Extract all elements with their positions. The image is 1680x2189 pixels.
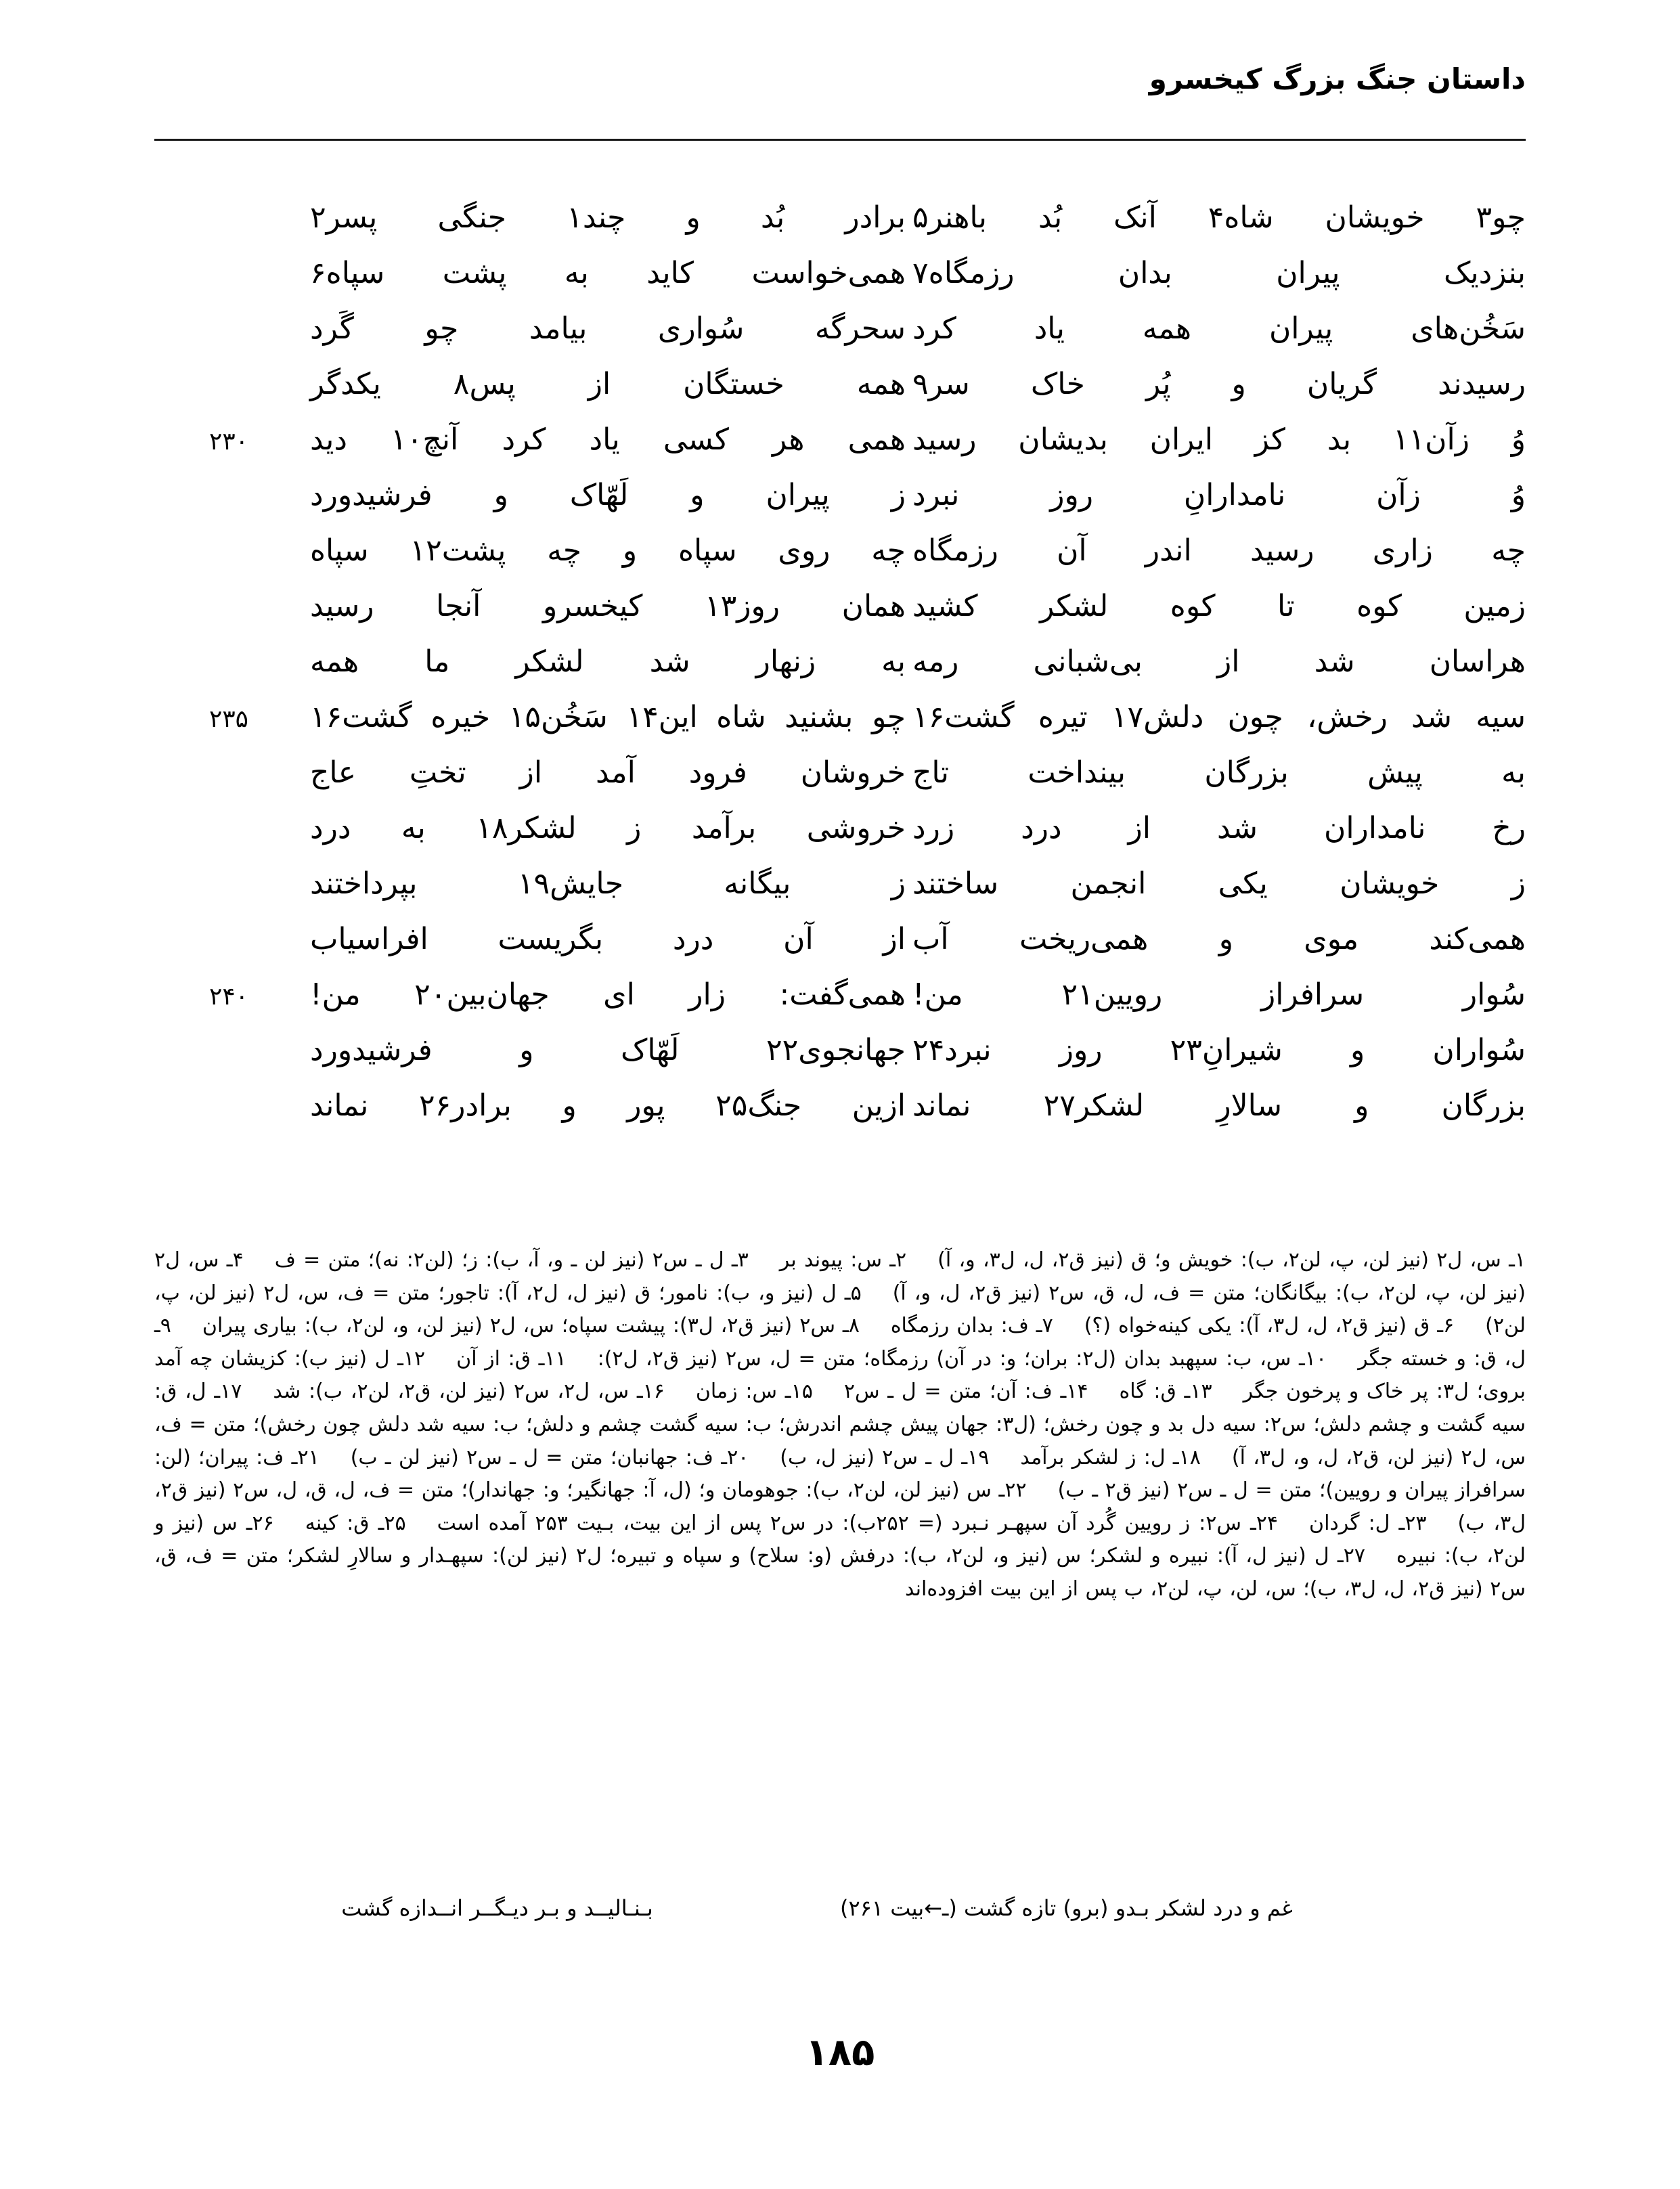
apparatus-note: ۱۲ـ ل (نیز ب): کزیشان چه آمد بروی؛ ل۳: پر خاک و پرخون جگر [154,1346,1526,1404]
hemistich-left [906,700,1526,734]
hemistich-right-text: ازین جنگ۲۵ پور و برادر۲۶ نماند [310,1088,906,1123]
hemistich-left [906,589,1526,623]
apparatus-note: ۶ـ ق (نیز ق۲، ل، ل۳، آ): یکی کینه‌خواه (؟) [1084,1314,1455,1338]
hemistich-left [906,478,1526,512]
verse-row [154,256,1526,314]
apparatus-note: ۱۵ـ س: زمان [695,1379,813,1404]
hemistich-left-text: چه زاری رسید اندر آن رزمگاه [912,533,1526,568]
hemistich-right [286,1033,906,1067]
hemistich-right-text: چه روی سپاه و چه پشت۱۲ سپاه [310,533,906,568]
hemistich-right [286,700,906,734]
hemistich-left-text: سیه شد رخش، چون دلش۱۷ تیره گشت۱۶ [912,700,1526,734]
hemistich-left [906,367,1526,401]
verse-row [154,644,1526,703]
hemistich-left [906,922,1526,956]
apparatus-note: ۹ـ ل، ق: و خسته جگر [154,1314,1526,1371]
hemistich-left-text: همی‌کند موی و همی‌ریخت آب [912,922,1526,956]
hemistich-left [906,1088,1526,1123]
hemistich-left [906,866,1526,901]
hemistich-right-text: به زنهار شد لشکر ما همه [310,644,906,679]
verse-row [154,311,1526,370]
hemistich-left-text: وُ زآن۱۱ بد کز ایران بدیشان رسید [912,422,1526,457]
hemistich-right [286,866,906,901]
hemistich-left [906,644,1526,679]
running-head: داستان جنگ بزرگ کیخسرو [1149,62,1526,95]
hemistich-right [286,1088,906,1123]
hemistich-left [906,200,1526,235]
hemistich-right-text: چو بشنید شاه این۱۴ سَخُن۱۵ خیره گشت۱۶ [310,700,906,734]
hemistich-left [906,755,1526,790]
hemistich-right [286,311,906,346]
folio-number: ۱۸۵ [805,2031,875,2075]
apparatus-note: ۲۵ـ ق: کینه [305,1511,406,1535]
hemistich-right [286,644,906,679]
hemistich-right-text: سحرگه سُواری بیامد چو گَرد [310,311,906,346]
hemistich-right-text: همان روز۱۳ کیخسرو آنجا رسید [310,589,906,623]
hemistich-left [906,977,1526,1012]
verse-row [154,533,1526,592]
verse-row [154,478,1526,536]
apparatus-note: ۱۸ـ ل: ز لشکر برآمد [1020,1445,1201,1469]
apparatus-note: ۴ـ س، ل۲ (نیز لن، پ، لن۲، ب): بیگانگان؛ متن = ف، ل، ق، س۲ (نیز ق۲، ل، و، آ) [154,1248,1526,1305]
line-number: ۲۳۵ [208,705,248,733]
apparatus-note: ۲۳ـ ل: گردان [1309,1511,1427,1535]
hemistich-left-text: رسیدند گریان و پُر خاک سر۹ [912,367,1526,401]
hemistich-right-text: همه خستگان از پس۸ یکدگر [310,367,906,401]
verse-row [154,422,1526,481]
apparatus-note: ۱۴ـ ف: آن؛ متن = ل ـ س۲ [843,1379,1088,1404]
verse-row [154,866,1526,925]
verse-block [154,200,1526,1147]
header-rule [154,139,1526,141]
apparatus-note: ۲۲ـ س (نیز لن، لن۲، ب): جوهومان و؛ (ل، آ: جهانگیر؛ و: جهاندار)؛ متن = ف، ل، ق، ل، س۲ (نیز ق۲، ل۳، ب) [154,1478,1526,1535]
line-number: ۲۳۰ [208,428,248,456]
apparatus-note: ۵ـ ل (نیز و، ب): نامور؛ ق (نیز ل، ل۲، آ): تاجور؛ متن = ف، س، ل۲ (نیز لن، پ، لن۲) [154,1281,1526,1338]
hemistich-right [286,200,906,235]
hemistich-left-text: سُوار سرافراز رویین۲۱ من! [912,977,1526,1012]
hemistich-left-text: سَخُن‌های پیران همه یاد کرد [912,311,1526,346]
verse-row [154,755,1526,814]
hemistich-left-text: هراسان شد از بی‌شبانی رمه [912,644,1526,679]
apparatus-note: ۲۶ـ س (نیز و لن۲، ب): نبیره [154,1511,1526,1568]
hemistich-right [286,589,906,623]
hemistich-left [906,811,1526,845]
hemistich-right-text: همی‌گفت: زار ای جهان‌بین۲۰ من! [310,977,906,1012]
hemistich-left-text: سُواران و شیرانِ۲۳ روز نبرد۲۴ [912,1033,1526,1067]
apparatus-note: ۸ـ س۲ (نیز ق۲، ل۳): پیشت سپاه؛ س، ل۲ (نیز لن، و، لن۲، ب): بیاری پیران [202,1314,860,1338]
apparatus-note: ۱۷ـ ل، ق: سیه گشت و چشم دلش؛ س۲: سیه دل بد و چون رخش؛ (ل۳: جهان پیش چشم اندرش؛ ب: سیه گشت چشم و دلش؛ ب: سیه شد دلش چون رخش)؛ متن = ف، س، ل۲ (نیز لن، ق۲، ل، و، ل۳، آ) [154,1379,1526,1469]
hemistich-left [906,1033,1526,1067]
hemistich-left-text: ز خویشان یکی انجمن ساختند [912,866,1526,901]
apparatus-note: ۱۹ـ ل ـ س۲ (نیز ل، ب) [780,1445,990,1469]
hemistich-right-text: ز پیران و لَهّاک و فرشیدورد [310,478,906,512]
hemistich-left-text: چو۳ خویشان شاه۴ آنک بُد باهنر۵ [912,200,1526,235]
hemistich-right [286,977,906,1012]
hemistich-left-text: رخ نامداران شد از درد زرد [912,811,1526,845]
line-number: ۲۴۰ [208,983,248,1011]
hemistich-left [906,422,1526,457]
hemistich-left-text: به پیش بزرگان بینداخت تاج [912,755,1526,790]
hemistich-right [286,367,906,401]
hemistich-left [906,256,1526,290]
hemistich-right [286,811,906,845]
hemistich-left [906,533,1526,568]
apparatus-note: ۲۰ـ ف: جهانبان؛ متن = ل ـ س۲ (نیز لن ـ ب) [350,1445,749,1469]
verse-row [154,700,1526,758]
hemistich-right [286,478,906,512]
apparatus-note: ۳ـ ل ـ س۲ (نیز لن ـ و، آ، ب): ز؛ (لن۲: نه)؛ متن = ف [274,1248,749,1272]
verse-row [154,1088,1526,1147]
apparatus-note: ۱ـ س، ل۲ (نیز لن، پ، لن۲، ب): خویش و؛ ق (نیز ق۲، ل، ل۳، و، آ) [937,1248,1526,1272]
apparatus-note: ۲۴ـ س۲: ز رویین گُرد آن سپهـر نـبرد (= ۲۵۲ب): در س۲ پس از این بیت، بـیت ۲۵۳ آمده است [437,1511,1279,1535]
added-couplet-left: غم و درد لشکر بـدو (برو) تازه گشت (ـ←بیت ۲۶۱) [840,1895,1293,1921]
apparatus-note: ۲ـ س: پیوند بر [779,1248,907,1272]
hemistich-left-text: بزرگان و سالارِ لشکر۲۷ نماند [912,1088,1526,1123]
critical-apparatus [154,1244,1526,1606]
hemistich-left-text: بنزدیک پیران بدان رزمگاه۷ [912,256,1526,290]
hemistich-right [286,533,906,568]
apparatus-note: ۱۱ـ ق: از آن [456,1346,567,1371]
hemistich-right-text: خروشی برآمد ز لشکر۱۸ به درد [310,811,906,845]
apparatus-note: ۷ـ ف: بدان رزمگاه [890,1314,1053,1338]
hemistich-left-text: وُ زآن نامدارانِ روز نبرد [912,478,1526,512]
hemistich-left [906,311,1526,346]
hemistich-right-text: از آن درد بگریست افراسیاب [310,922,906,956]
verse-row [154,367,1526,425]
verse-row [154,1033,1526,1091]
hemistich-right [286,922,906,956]
hemistich-right [286,755,906,790]
apparatus-note: ۲۱ـ ف: پیران؛ (لن: سرافراز پیران و رویین)؛ متن = ل ـ س۲ (نیز ق۲ ـ ب) [154,1445,1526,1503]
apparatus-note: ۲۷ـ ل (نیز ل، آ): نبیره و لشکر؛ س (نیز و، لن۲، ب): درفش (و: سلاح) و سپاه و تبیره؛ ل۲ (نیز لن): سپهـدار و سالارِ لشکر؛ متن = ف، ق، س۲ (نیز ق۲، ل، ل۳، ب)؛ س، لن، پ، لن۲، ب پس از این بیت افزوده‌اند [154,1544,1526,1601]
hemistich-right-text: برادر بُد و چند۱ جنگی پسر۲ [310,200,906,235]
apparatus-note: ۱۶ـ س، ل۲، س۲ (نیز لن، ق۲، لن۲، ب): شد [273,1379,665,1404]
hemistich-right-text: خروشان فرود آمد از تختِ عاج [310,755,906,790]
hemistich-right-text: جهانجوی۲۲ لَهّاک و فرشیدورد [310,1033,906,1067]
apparatus-note: ۱۰ـ س، ب: سپهبد بدان (ل۲: بران؛ و: در آن) رزمگاه؛ متن = ل، س۲ (نیز ق۲، ل۲): [597,1346,1327,1371]
verse-row [154,200,1526,259]
verse-row [154,589,1526,647]
hemistich-right-text: همی هر کسی یاد کرد آنچ۱۰ دید [310,422,906,457]
hemistich-right-text: ز بیگانه جایش۱۹ بپرداختند [310,866,906,901]
verse-row [154,977,1526,1036]
hemistich-right [286,422,906,457]
verse-row [154,811,1526,869]
hemistich-right-text: همی‌خواست کاید به پشت سپاه۶ [310,256,906,290]
added-couplet-right: بـنـالیــد و بـر دیـگــر انــدازه گشت [341,1895,653,1921]
verse-row [154,922,1526,980]
apparatus-note: ۱۳ـ ق: گاه [1119,1379,1212,1404]
hemistich-right [286,256,906,290]
hemistich-left-text: زمین کوه تا کوه لشکر کشید [912,589,1526,623]
apparatus-added-couplet [154,1895,1526,1921]
